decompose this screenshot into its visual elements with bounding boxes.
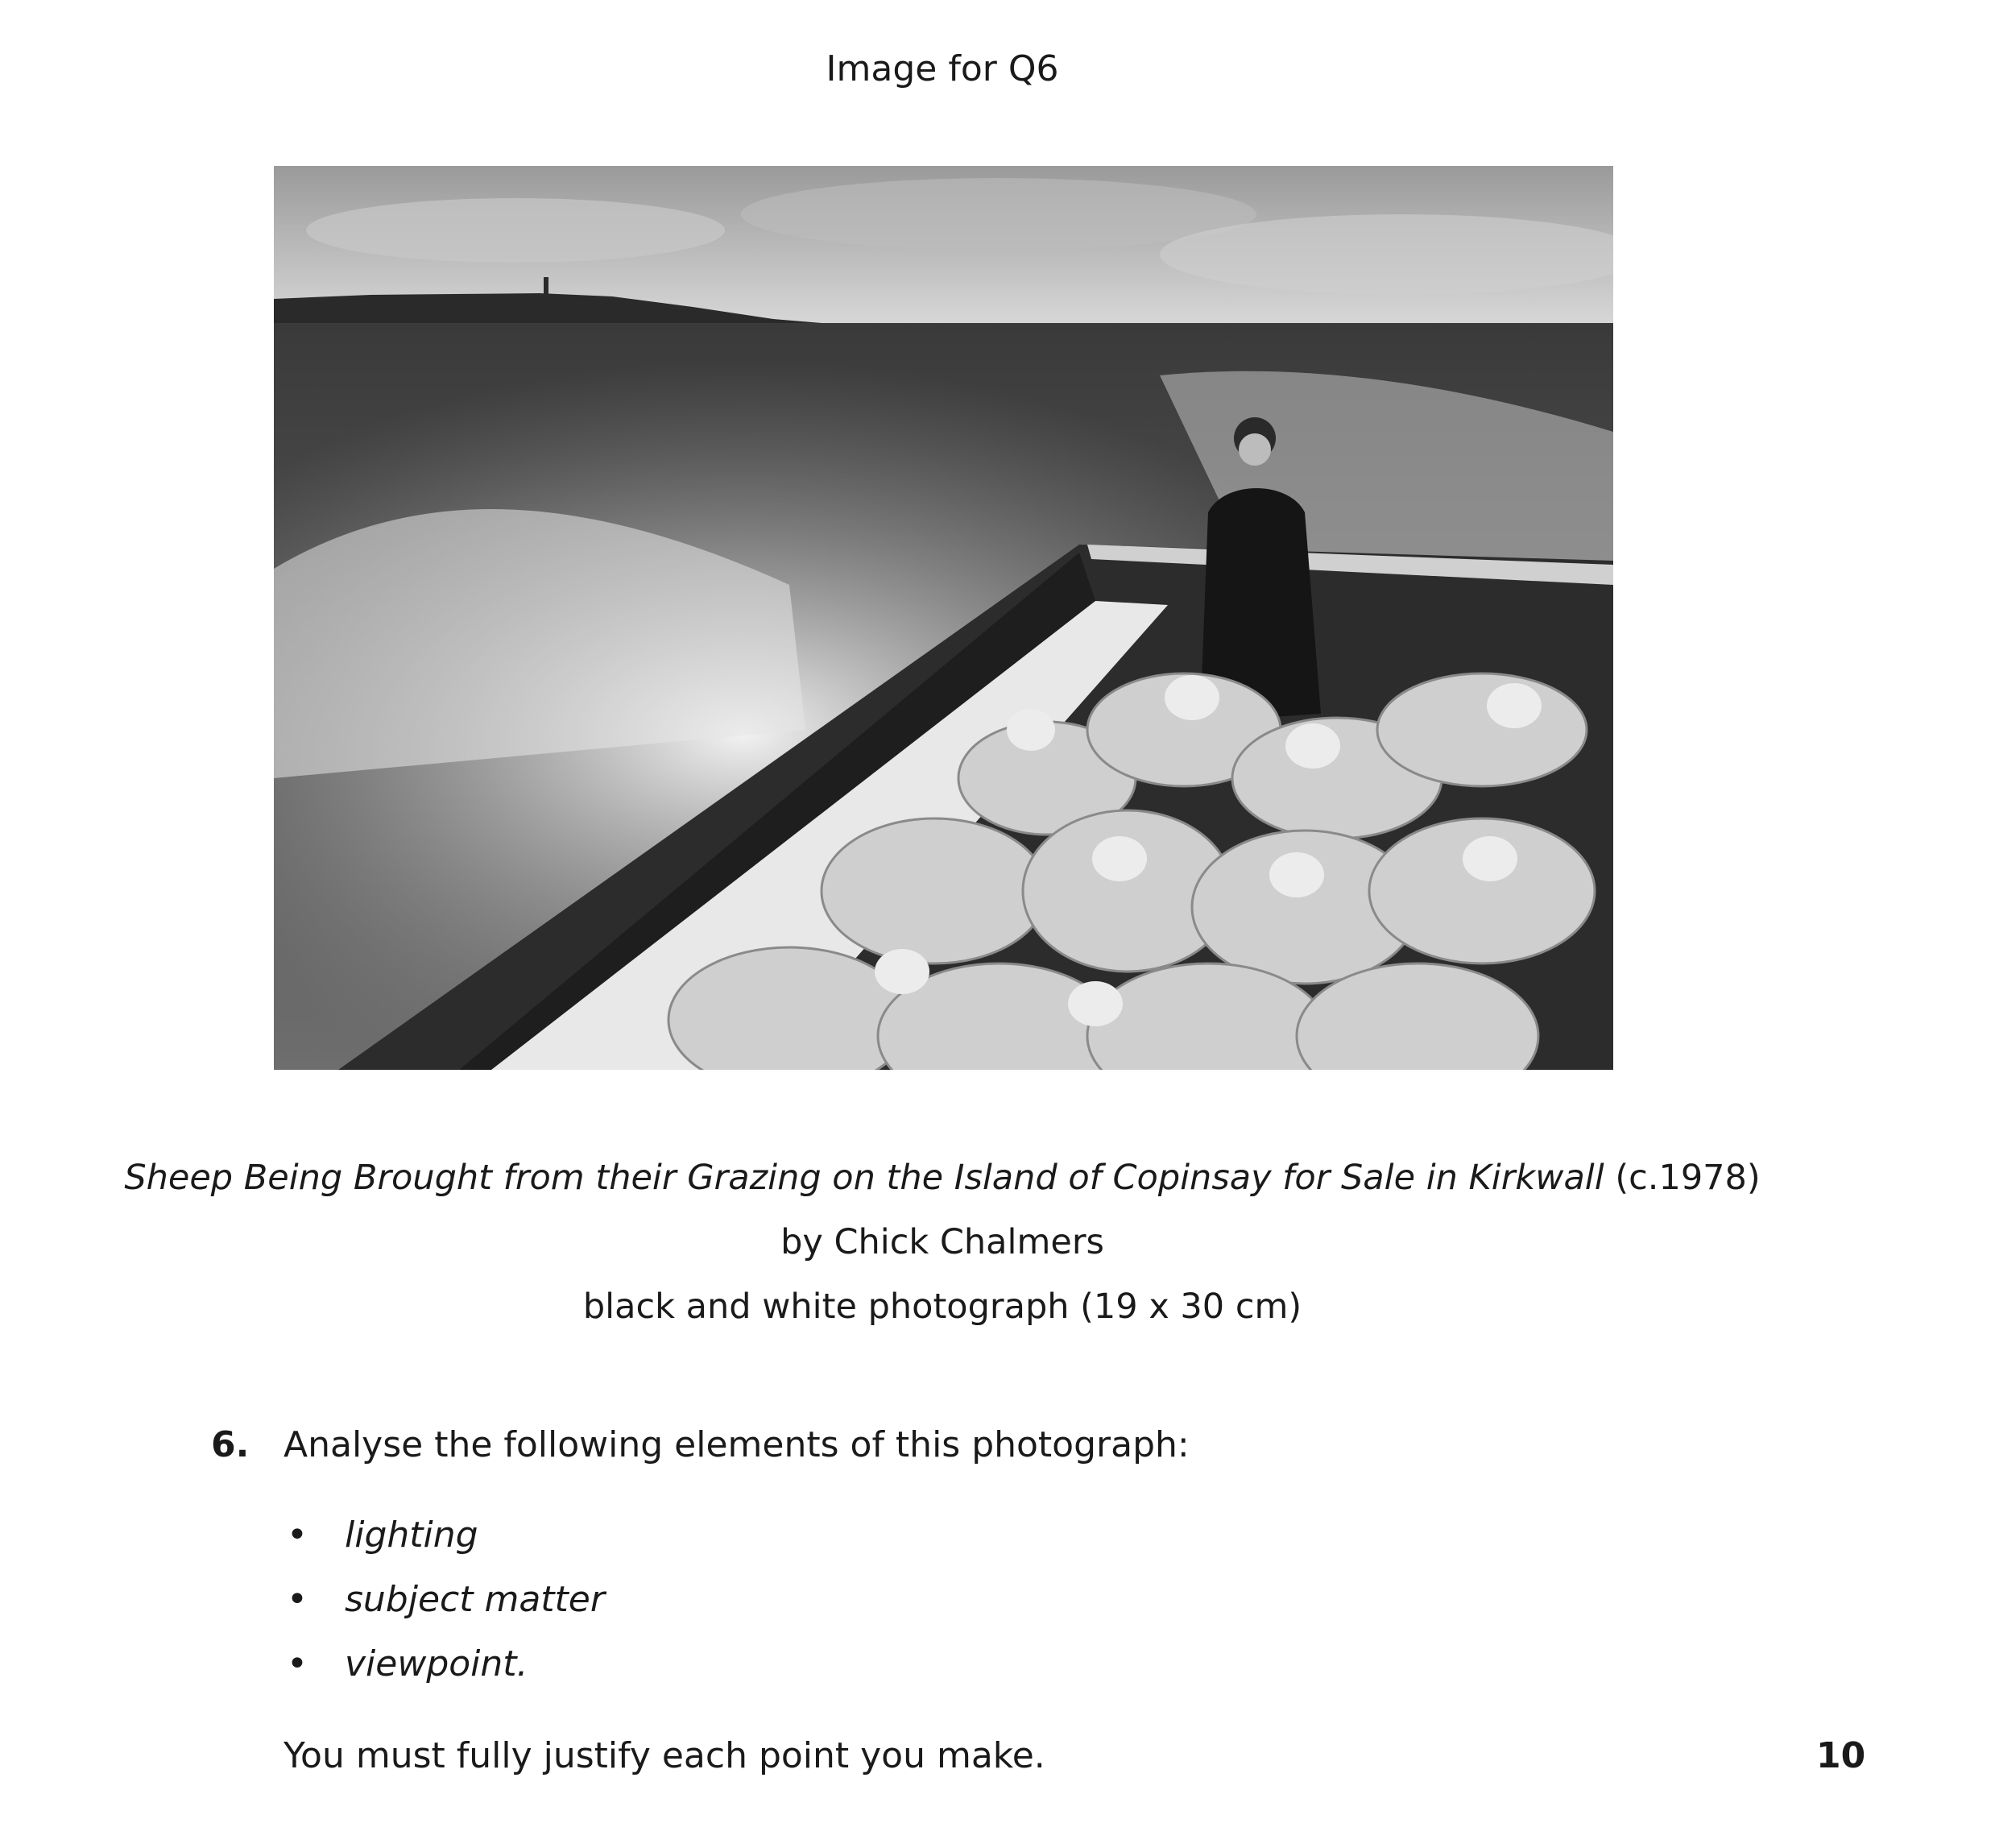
bullet-icon: • <box>287 1514 308 1556</box>
bullet-icon: • <box>287 1643 308 1684</box>
page-heading: Image for Q6 <box>826 48 1059 89</box>
bullet-text: viewpoint. <box>345 1643 528 1684</box>
artwork-caption-title <box>0 1155 1885 1200</box>
artwork-date: (c.1978) <box>1615 1158 1761 1198</box>
question-marks: 10 <box>1816 1735 1866 1776</box>
artwork-title: Sheep Being Brought from their Grazing on the Island of Copinsay for Sale in Kirkwall <box>124 1158 1604 1198</box>
bullet-text: lighting <box>345 1514 478 1556</box>
bullet-icon: • <box>287 1579 308 1620</box>
question-number: 6. <box>211 1424 250 1465</box>
artwork-photograph <box>274 166 1613 1070</box>
artwork-artist: by Chick Chalmers <box>780 1222 1104 1262</box>
artwork-medium: black and white photograph (19 x 30 cm) <box>582 1287 1302 1327</box>
question-prompt: Analyse the following elements of this photograph: <box>284 1424 1190 1465</box>
question-instruction: You must fully justify each point you make. <box>284 1735 1045 1776</box>
bullet-text: subject matter <box>345 1579 605 1620</box>
